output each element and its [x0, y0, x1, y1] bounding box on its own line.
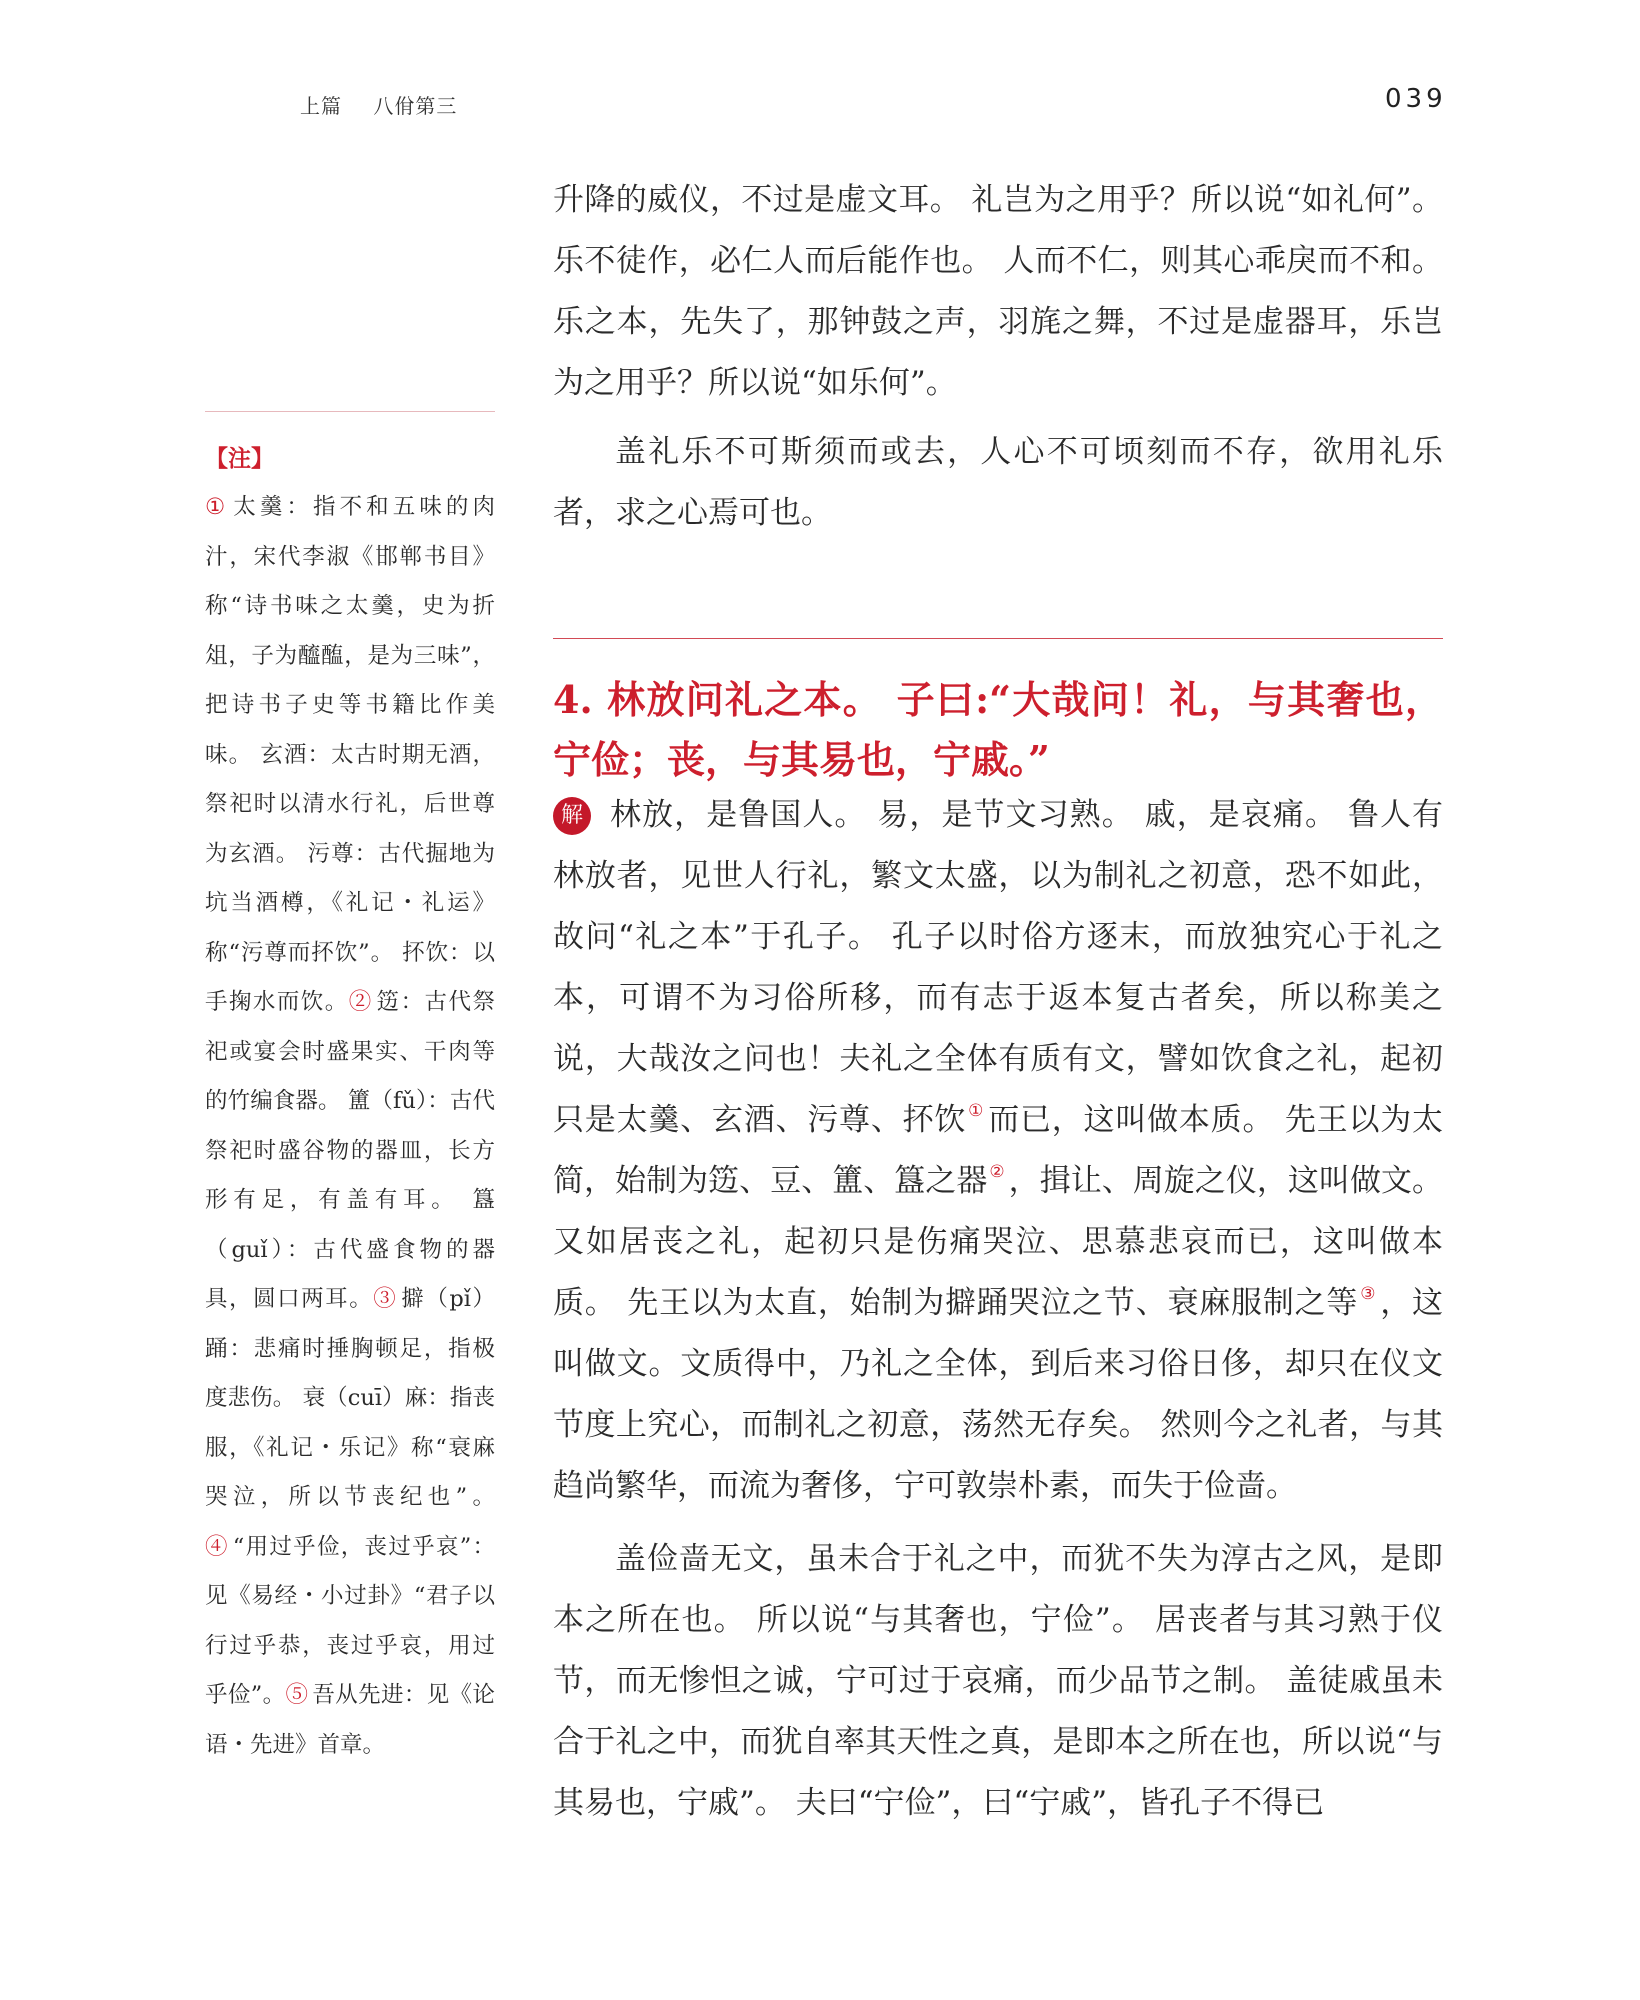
text-run: ，揖让、周旋之仪，这叫做文。 又如居丧之礼，起初只是伤痛哭泣、思慕悲哀而已，这叫做本质。 先王以为太直，始制为擗踊哭泣之节、衰麻服制之等	[553, 1163, 1444, 1321]
explanation-paragraph	[553, 785, 1443, 1517]
notes-sidebar	[205, 440, 495, 1770]
note-number: ①	[205, 494, 230, 520]
paragraph: 盖礼乐不可斯须而或去，人心不可顷刻而不存，欲用礼乐者，求之心焉可也。	[553, 434, 1443, 531]
note-number: ④	[205, 1533, 229, 1560]
text-run: ，这叫做文。文质得中，乃礼之全体，到后来习俗日侈，却只在仪文节度上究心，而制礼之初意，荡然无存矣。 然则今之礼者，与其趋尚繁华，而流为奢侈，宁可敦崇朴素，而失于俭啬。	[553, 1285, 1444, 1504]
header-chapter: 八佾第三	[373, 94, 458, 118]
explanation-block	[553, 785, 1443, 1834]
note-text: 吾从先进：见《论语・先进》首章。	[205, 1682, 495, 1758]
note-text: 笾：古代祭祀或宴会时盛果实、干肉等的竹编食器。 簠（fǔ）：古代祭祀时盛谷物的器皿，长方形有足，有盖有耳。 簋（guǐ）：古代盛食物的器具，圆口两耳。	[205, 989, 495, 1312]
section-heading: 4. 林放问礼之本。 子曰:“大哉问！礼，与其奢也，宁俭；丧，与其易也，宁戚。”	[553, 677, 1443, 782]
notes-title: 【注】	[205, 446, 274, 472]
text-run: 而已，这叫做本质。 先王以为太简，始制为笾、豆、簠、簋之器	[553, 1102, 1444, 1199]
note-text: 擗（pǐ）踊：悲痛时捶胸顿足，指极度悲伤。 衰（cuī）麻：指丧服，《礼记・乐记》称“衰麻哭泣，所以节丧纪也”。	[205, 1286, 495, 1510]
notes-body	[205, 483, 495, 1770]
section-divider	[553, 638, 1443, 639]
footnote-ref: ②	[989, 1162, 1005, 1182]
top-text-block	[553, 170, 1443, 544]
paragraph: 升降的威仪，不过是虚文耳。 礼岂为之用乎？所以说“如礼何”。乐不徒作，必仁人而后能作也。 人而不仁，则其心乖戾而不和。乐之本，先失了，那钟鼓之声，羽旄之舞，不过是虚器耳，乐岂为之用乎？所以说“如乐何”。	[553, 182, 1443, 401]
page-number: 039	[1385, 84, 1447, 114]
note-number: ⑤	[285, 1682, 309, 1708]
header-section: 上篇	[300, 94, 342, 118]
footnote-ref: ③	[1360, 1284, 1377, 1304]
text-run: 林放，是鲁国人。 易，是节文习熟。 戚，是哀痛。 鲁人有林放者，见世人行礼，繁文太盛，以为制礼之初意，恐不如此，故问“礼之本”于孔子。 孔子以时俗方逐末，而放独究心于礼之本，可谓不为习俗所移，而有志于返本复古者矣，所以称美之说，大哉汝之问也！夫礼之全体有质有文，譬如饮食之礼，起初只是太羹、玄酒、污尊、抔饮	[553, 797, 1443, 1138]
explanation-badge: 解	[553, 797, 591, 835]
footnote-ref: ①	[968, 1101, 985, 1121]
note-text: “用过乎俭，丧过乎哀”：见《易经・小过卦》“君子以行过乎恭，丧过乎哀，用过乎俭”。	[205, 1533, 495, 1708]
note-text: 太羹：指不和五味的肉汁，宋代李淑《邯郸书目》称“诗书味之太羹，史为折俎，子为醯醢，是为三味”，把诗书子史等书籍比作美味。 玄酒：太古时期无酒，祭祀时以清水行礼，后世尊为玄酒。 污尊：古代掘地为坑当酒樽，《礼记・礼运》称“污尊而抔饮”。 抔饮：以手掬水而饮。	[205, 494, 495, 1015]
paragraph: 盖俭啬无文，虽未合于礼之中，而犹不失为淳古之风，是即本之所在也。 所以说“与其奢也，宁俭”。 居丧者与其习熟于仪节，而无惨怛之诚，宁可过于哀痛，而少品节之制。 盖徒戚虽未合于礼之中，而犹自率其天性之真，是即本之所在也，所以说“与其易也，宁戚”。 夫曰“宁俭”，曰“宁戚”，皆孔子不得已	[553, 1541, 1443, 1821]
notes-divider	[205, 411, 495, 412]
note-number: ②	[348, 989, 373, 1015]
running-header	[300, 90, 481, 119]
note-number: ③	[373, 1286, 398, 1312]
